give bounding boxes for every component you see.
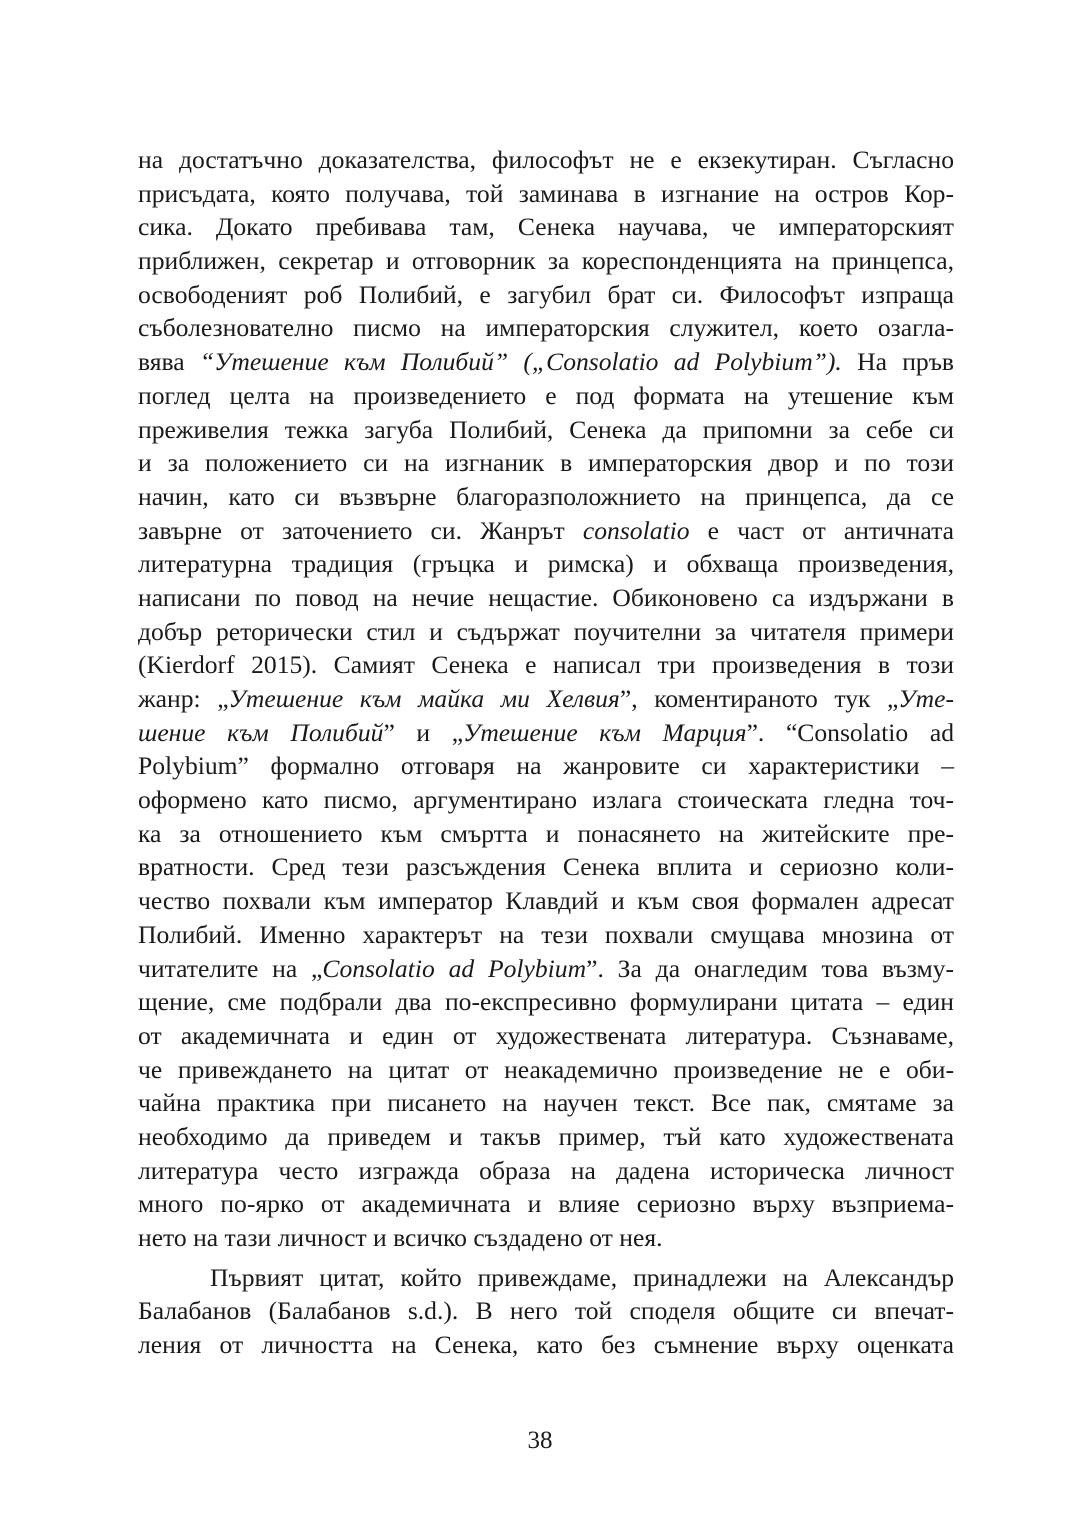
text-segment: добър реторически стил и съдържат поучителни за читателя примери (138, 616, 954, 646)
text-segment: читателите на „ (138, 953, 323, 983)
text-segment: ка за отношението към смъртта и понасянето на житейските пре- (138, 818, 954, 848)
text-line (138, 1261, 954, 1295)
text-segment: оформено като писмо, аргументирано излага стоическата гледна точ- (138, 785, 954, 815)
text-line (138, 1328, 954, 1362)
text-segment: на достатъчно доказателства, философът не е екзекутиран. Съгласно (138, 145, 954, 174)
text-segment: съболезнователно писмо на императорския служител, което озагла- (138, 313, 954, 343)
text-segment: начин, като си възвърне благоразположнието на принцепса, да се (138, 481, 954, 511)
text-segment: ”. За да онагледим това възму- (586, 953, 954, 983)
italic-segment: Уте- (898, 684, 955, 713)
text-line (138, 210, 954, 244)
text-segment: нето на тази личност и всичко създадено от нея. (138, 1223, 663, 1252)
text-segment: присъдата, която получава, той заминава в изгнание на остров Кор- (138, 178, 954, 208)
text-segment: приближен, секретар и отговорник за кореспонденцията на принцепса, (138, 246, 954, 276)
text-segment: литература често изгражда образа на дадена историческа личност (138, 1155, 954, 1185)
italic-segment: “Утешение към Полибий” („Consolatio ad Polybium”). (199, 347, 842, 377)
text-segment: написани по повод на нечие нещастие. Обиконовено са издържани в (138, 582, 954, 612)
text-segment: Първият цитат, който привеждаме, принадлежи на Александър (210, 1262, 954, 1292)
text-line (138, 278, 954, 312)
text-line (138, 918, 954, 952)
italic-segment: Утешение към майка ми Хелвия (228, 684, 620, 713)
text-line (138, 514, 954, 548)
text-line (138, 1221, 954, 1255)
text-segment: вратности. Сред тези разсъждения Сенека вплита и сериозно коли- (138, 852, 954, 882)
text-line (138, 1019, 954, 1053)
text-line (138, 884, 954, 918)
text-line (138, 177, 954, 211)
italic-segment: Consolatio ad Polybium (322, 953, 587, 983)
text-segment: Полибий. Именно характерът на тези похвали смущава мнозина от (138, 919, 954, 949)
text-segment: че привеждането на цитат от неакадемично произведение не е оби- (138, 1054, 954, 1084)
text-segment: чайна практика при писането на научен текст. Все пак, смятаме за (138, 1088, 954, 1118)
text-line (138, 581, 954, 615)
text-line (138, 480, 954, 514)
text-segment: необходимо да приведем и такъв пример, тъй като художествената (138, 1121, 954, 1151)
text-segment: сика. Докато пребивава там, Сенека научава, че императорският (138, 212, 954, 242)
text-segment: ”. “Consolatio ad (746, 717, 954, 747)
text-line (138, 850, 954, 884)
text-line (138, 379, 954, 413)
text-segment: щение, сме подбрали два по-експресивно формулирани цитата – един (138, 987, 954, 1017)
text-segment: е част от античната (689, 515, 954, 545)
text-segment: от академичната и един от художествената литература. Съзнаваме, (138, 1020, 954, 1050)
text-line (138, 244, 954, 278)
text-line (138, 547, 954, 581)
text-segment: завърне от заточението си. Жанрът (138, 515, 583, 545)
text-line (138, 1053, 954, 1087)
text-segment: преживелия тежка загуба Полибий, Сенека да припомни за себе си (138, 414, 954, 444)
body-text (138, 143, 954, 1362)
italic-segment: шение към Полибий (138, 717, 384, 747)
text-segment: ” и „ (383, 717, 464, 747)
text-line (138, 648, 954, 682)
text-line (138, 446, 954, 480)
text-line (138, 817, 954, 851)
text-segment: поглед целта на произведението е под формата на утешение към (138, 380, 954, 410)
text-segment: литературна традиция (гръцка и римска) и обхваща произведения, (138, 549, 954, 579)
text-line (138, 749, 954, 783)
text-line (138, 1086, 954, 1120)
text-segment: ления от личността на Сенека, като без съмнение върху оценката (138, 1330, 954, 1360)
text-segment: жанр: „ (138, 684, 229, 713)
text-line (138, 1154, 954, 1188)
text-line (138, 952, 954, 986)
text-line (138, 345, 954, 379)
text-line (138, 682, 954, 716)
text-line (138, 311, 954, 345)
text-line (138, 716, 954, 750)
text-segment: и за положението си на изгнаник в императорския двор и по този (138, 448, 954, 478)
text-line (138, 783, 954, 817)
italic-segment: consolatio (582, 515, 690, 545)
text-line (138, 615, 954, 649)
text-segment: вява (138, 347, 200, 377)
text-line (138, 1187, 954, 1221)
text-line (138, 1120, 954, 1154)
text-line (138, 1294, 954, 1328)
paragraph-1 (138, 143, 954, 1255)
paragraph-2 (138, 1261, 954, 1362)
text-segment: (Kierdorf 2015). Самият Сенека е написал три произведения в този (138, 650, 954, 680)
text-line (138, 985, 954, 1019)
text-segment: Polybium” формално отговаря на жанровите си характеристики – (138, 751, 954, 781)
text-segment: чество похвали към император Клавдий и към своя формален адресат (138, 886, 954, 916)
text-line (138, 413, 954, 447)
text-segment: Балабанов (Балабанов s.d.). В него той споделя общите си впечат- (138, 1296, 954, 1326)
italic-segment: Утешение към Марция (463, 717, 747, 747)
text-segment: ”, коментираното тук „ (619, 684, 899, 713)
text-line (138, 143, 954, 177)
text-segment: много по-ярко от академичната и влияе сериозно върху възприема- (138, 1189, 954, 1219)
text-segment: освободеният роб Полибий, е загубил брат си. Философът изпраща (138, 279, 954, 309)
text-segment: На пръв (841, 347, 955, 377)
page-number: 38 (527, 1427, 553, 1454)
